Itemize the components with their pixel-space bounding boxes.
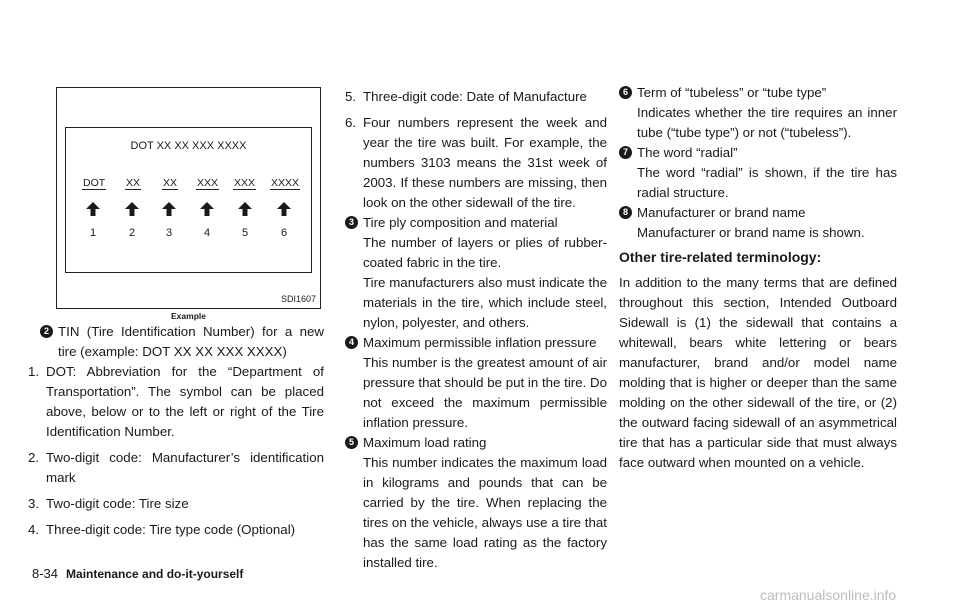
radial-item (619, 143, 897, 203)
tubeless-item (619, 83, 897, 143)
item-title: Maximum load rating (363, 435, 487, 450)
tin-code-text: DOT XX XX XXX XXXX (130, 140, 247, 152)
item-body: Manufacturer or brand name is shown. (637, 225, 865, 240)
list-item (28, 494, 324, 514)
tin-part-numbers (66, 227, 311, 241)
arrow-up-icon (200, 202, 214, 216)
tin-description-text: TIN (Tire Identification Number) for a new tire (example: DOT XX XX XXX XXXX) (58, 324, 324, 359)
page-number: 8-34 (32, 566, 59, 581)
list-item (28, 362, 324, 442)
circled-number-icon: 4 (345, 336, 358, 349)
list-number: 4. (28, 522, 40, 537)
circled-number-icon: 2 (40, 325, 53, 338)
tin-number: 6 (280, 227, 288, 239)
ply-composition-item (345, 213, 607, 333)
tin-description (28, 322, 324, 362)
watermark: carmanualsonline.info (760, 587, 897, 603)
inflation-pressure-item (345, 333, 607, 433)
list-item (28, 448, 324, 488)
list-text: Two-digit code: Tire size (46, 496, 189, 511)
column-2 (345, 87, 607, 573)
tin-label-4: XXX (197, 177, 219, 189)
list-text: Four numbers represent the week and year the tire was built. For example, the numbers 3103 means the 31st week of 2003. If these numbers are missing, then look on the other sidewall of the tire. (363, 115, 607, 210)
section-heading: Other tire-related terminology: (619, 249, 822, 265)
figure-caption: Example (171, 311, 206, 321)
item-title: Manufacturer or brand name (637, 205, 806, 220)
terminology-paragraph: In addition to the many terms that are defined throughout this section, Intended Outboard Sidewall is (1) the sidewall that contains a whitewall, bears white lettering or bears manufacturer, brand and/or model name molding that is higher or deeper than the same molding on the other sidewall of the tire, or (2) the outward facing sidewall of an asymmetrical tire that has a particular side that must always face outward when mounted on a vehicle. (619, 275, 897, 470)
arrow-up-icon (86, 202, 100, 216)
list-text: Three-digit code: Date of Manufacture (363, 89, 587, 104)
tin-label-5: XXX (234, 177, 256, 189)
arrow-up-icon (277, 202, 291, 216)
list-item (28, 520, 324, 540)
tin-number: 4 (203, 227, 211, 239)
tin-example-figure (56, 87, 321, 309)
circled-number-icon: 7 (619, 146, 632, 159)
list-number: 5. (345, 89, 357, 104)
item-body: This number is the greatest amount of air pressure that should be put in the tire. Do not exceed the maximum permissible inflation pressure. (363, 355, 607, 430)
item-title: Tire ply composition and material (363, 215, 558, 230)
column-3 (619, 83, 897, 477)
tin-code-labels (74, 177, 305, 191)
page-footer (32, 566, 243, 581)
item-title: Term of “tubeless” or “tube type” (637, 85, 827, 100)
circled-number-icon: 8 (619, 206, 632, 219)
column-1 (28, 322, 324, 546)
brand-name-item (619, 203, 897, 243)
list-text: Three-digit code: Tire type code (Optional) (46, 522, 296, 537)
item-title: Maximum permissible inflation pressure (363, 335, 597, 350)
item-body: Indicates whether the tire requires an inner tube (“tube type”) or not (“tubeless”). (637, 105, 897, 140)
arrow-up-icon (125, 202, 139, 216)
circled-number-icon: 6 (619, 86, 632, 99)
figure-id: SDI1607 (280, 294, 316, 304)
item-title: The word “radial” (637, 145, 738, 160)
item-body: Tire manufacturers also must indicate the materials in the tire, which include steel, nylon, polyester, and others. (363, 275, 607, 330)
list-text: DOT: Abbreviation for the “Department of Transportation”. The symbol can be placed above, below or to the left or right of the Tire Identification Number. (46, 364, 324, 439)
tin-label-dot: DOT (83, 177, 106, 189)
list-text: Two-digit code: Manufacturer’s identification mark (46, 450, 324, 485)
list-item (345, 113, 607, 213)
section-title: Maintenance and do-it-yourself (66, 567, 244, 581)
arrow-up-icon (238, 202, 252, 216)
tin-arrows (66, 202, 311, 218)
tin-number: 1 (89, 227, 97, 239)
circled-number-icon: 3 (345, 216, 358, 229)
item-body: The word “radial” is shown, if the tire has radial structure. (637, 165, 897, 200)
tin-label-3: XX (163, 177, 178, 189)
tin-number: 3 (165, 227, 173, 239)
list-number: 1. (28, 364, 40, 379)
tin-label-6: XXXX (271, 177, 300, 189)
list-number: 6. (345, 115, 357, 130)
tin-label-2: XX (126, 177, 141, 189)
tin-number: 2 (128, 227, 136, 239)
load-rating-item (345, 433, 607, 573)
list-item (345, 87, 607, 107)
list-number: 2. (28, 450, 40, 465)
tin-number: 5 (241, 227, 249, 239)
tin-diagram-frame (65, 127, 312, 273)
item-body: The number of layers or plies of rubber-coated fabric in the tire. (363, 235, 607, 270)
list-number: 3. (28, 496, 40, 511)
item-body: This number indicates the maximum load in kilograms and pounds that can be carried by the tire. When replacing the tires on the vehicle, always use a tire that has the same load rating as the factory installed tire. (363, 455, 607, 570)
arrow-up-icon (162, 202, 176, 216)
circled-number-icon: 5 (345, 436, 358, 449)
